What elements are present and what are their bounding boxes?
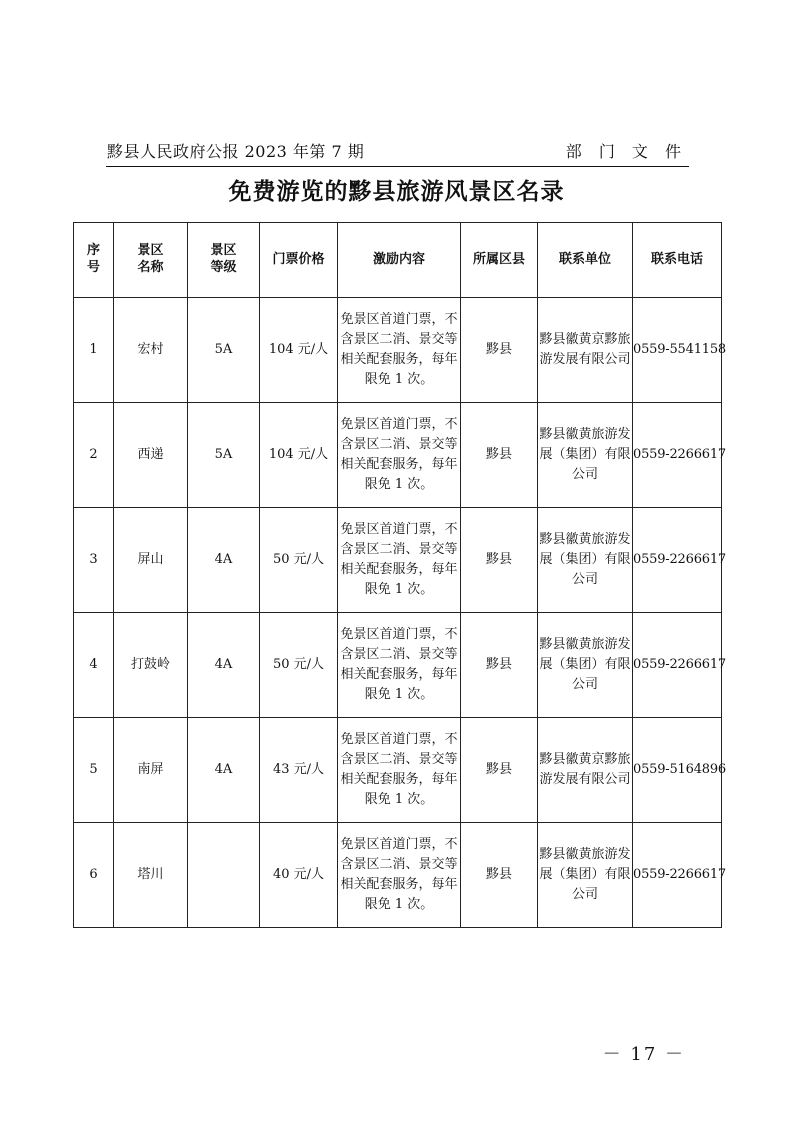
scenic-area-table	[73, 222, 726, 928]
table-row	[74, 403, 722, 508]
cell-no: 6	[74, 823, 114, 928]
cell-no: 4	[74, 613, 114, 718]
table-row	[74, 718, 722, 823]
cell-grade: 4A	[188, 508, 260, 613]
cell-name: 打鼓岭	[114, 613, 188, 718]
cell-grade: 4A	[188, 613, 260, 718]
header-name: 景区名称	[114, 223, 188, 298]
cell-name: 塔川	[114, 823, 188, 928]
cell-unit: 黟县徽黄京黟旅游发展有限公司	[538, 298, 633, 403]
cell-no: 2	[74, 403, 114, 508]
cell-incentive: 免景区首道门票，不含景区二消、景交等相关配套服务，每年限免 1 次。	[338, 823, 461, 928]
cell-name: 南屏	[114, 718, 188, 823]
page-number: － 17 －	[602, 1044, 685, 1065]
cell-incentive: 免景区首道门票，不含景区二消、景交等相关配套服务，每年限免 1 次。	[338, 298, 461, 403]
cell-no: 3	[74, 508, 114, 613]
cell-phone: 0559-5164896	[633, 718, 722, 823]
header-grade: 景区等级	[188, 223, 260, 298]
cell-county: 黟县	[461, 403, 538, 508]
cell-unit: 黟县徽黄旅游发展（集团）有限公司	[538, 613, 633, 718]
header-no: 序号	[74, 223, 114, 298]
cell-grade	[188, 823, 260, 928]
cell-unit: 黟县徽黄旅游发展（集团）有限公司	[538, 823, 633, 928]
cell-name: 宏村	[114, 298, 188, 403]
cell-county: 黟县	[461, 823, 538, 928]
table-row	[74, 298, 722, 403]
cell-phone: 0559-2266617	[633, 613, 722, 718]
cell-grade: 5A	[188, 403, 260, 508]
cell-name: 屏山	[114, 508, 188, 613]
bulletin-issue-label: 黟县人民政府公报 2023 年第 7 期	[107, 142, 365, 161]
cell-name: 西递	[114, 403, 188, 508]
header-price: 门票价格	[260, 223, 338, 298]
table-row	[74, 508, 722, 613]
cell-no: 1	[74, 298, 114, 403]
cell-unit: 黟县徽黄旅游发展（集团）有限公司	[538, 403, 633, 508]
cell-price: 104 元/人	[260, 403, 338, 508]
section-label: 部 门 文 件	[565, 142, 687, 161]
cell-incentive: 免景区首道门票，不含景区二消、景交等相关配套服务，每年限免 1 次。	[338, 613, 461, 718]
header-divider	[106, 166, 689, 167]
cell-phone: 0559-2266617	[633, 823, 722, 928]
cell-unit: 黟县徽黄京黟旅游发展有限公司	[538, 718, 633, 823]
cell-incentive: 免景区首道门票，不含景区二消、景交等相关配套服务，每年限免 1 次。	[338, 718, 461, 823]
header-incentive: 激励内容	[338, 223, 461, 298]
cell-county: 黟县	[461, 718, 538, 823]
table-row	[74, 823, 722, 928]
document-title: 免费游览的黟县旅游风景区名录	[228, 179, 565, 205]
cell-phone: 0559-5541158	[633, 298, 722, 403]
cell-incentive: 免景区首道门票，不含景区二消、景交等相关配套服务，每年限免 1 次。	[338, 508, 461, 613]
cell-incentive: 免景区首道门票，不含景区二消、景交等相关配套服务，每年限免 1 次。	[338, 403, 461, 508]
cell-price: 50 元/人	[260, 613, 338, 718]
cell-phone: 0559-2266617	[633, 508, 722, 613]
page-header	[107, 141, 687, 163]
cell-price: 104 元/人	[260, 298, 338, 403]
header-phone: 联系电话	[633, 223, 722, 298]
cell-price: 40 元/人	[260, 823, 338, 928]
cell-grade: 5A	[188, 298, 260, 403]
header-county: 所属区县	[461, 223, 538, 298]
cell-price: 50 元/人	[260, 508, 338, 613]
cell-unit: 黟县徽黄旅游发展（集团）有限公司	[538, 508, 633, 613]
cell-county: 黟县	[461, 298, 538, 403]
cell-county: 黟县	[461, 508, 538, 613]
table-header-row	[74, 223, 722, 298]
cell-no: 5	[74, 718, 114, 823]
cell-phone: 0559-2266617	[633, 403, 722, 508]
header-unit: 联系单位	[538, 223, 633, 298]
table-row	[74, 613, 722, 718]
cell-county: 黟县	[461, 613, 538, 718]
cell-price: 43 元/人	[260, 718, 338, 823]
cell-grade: 4A	[188, 718, 260, 823]
